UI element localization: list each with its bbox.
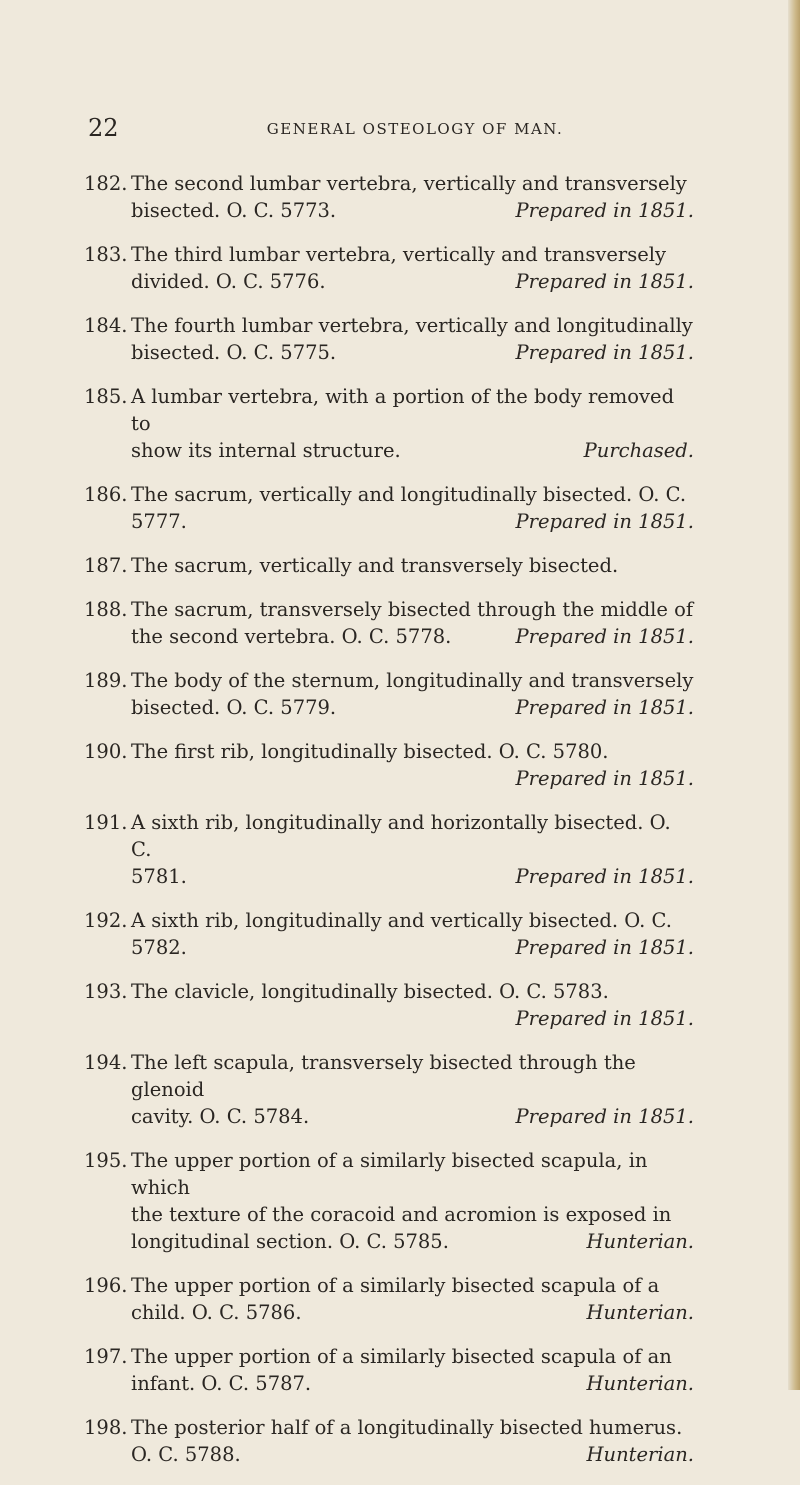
entry-source: Prepared in 1851. — [515, 865, 694, 888]
entry-number: 191. — [84, 811, 128, 834]
entry-source: Prepared in 1851. — [515, 696, 694, 719]
entry-description: The first rib, longitudinally bisected. O. C. 5780. — [131, 740, 609, 763]
entry-description: The second lumbar vertebra, vertically and transversely — [131, 172, 687, 195]
entry-description-cont: divided. O. C. 5776. — [131, 270, 326, 293]
entry-source: Hunterian. — [586, 1443, 694, 1466]
entry-source: Prepared in 1851. — [515, 936, 694, 959]
entry-source: Hunterian. — [586, 1301, 694, 1324]
entry-number: 194. — [84, 1051, 128, 1074]
entry-number: 189. — [84, 669, 128, 692]
catalogue-entry — [0, 978, 694, 1032]
entry-number: 197. — [84, 1345, 128, 1368]
entry-description: The third lumbar vertebra, vertically and transversely — [131, 243, 667, 266]
entry-source: Hunterian. — [586, 1230, 694, 1253]
running-head: GENERAL OSTEOLOGY OF MAN. — [266, 120, 564, 138]
catalogue-entry — [0, 1343, 694, 1397]
entry-description: The upper portion of a similarly bisected scapula of an — [131, 1345, 672, 1368]
entry-description: A sixth rib, longitudinally and vertically bisected. O. C. — [131, 909, 672, 932]
catalogue-entry — [0, 1049, 694, 1130]
catalogue-entry — [0, 1272, 694, 1326]
entry-description: The left scapula, transversely bisected through the glenoid — [131, 1051, 636, 1101]
entry-description-cont: cavity. O. C. 5784. — [131, 1105, 310, 1128]
entry-description: The clavicle, longitudinally bisected. O. C. 5783. — [131, 980, 609, 1003]
entry-description-cont: 5782. — [131, 936, 187, 959]
catalogue-entry — [0, 596, 694, 650]
catalogue-entry — [0, 1147, 694, 1255]
entry-number: 196. — [84, 1274, 128, 1297]
entry-source: Prepared in 1851. — [515, 270, 694, 293]
entry-number: 185. — [84, 385, 128, 408]
entry-source: Prepared in 1851. — [515, 1007, 694, 1030]
catalogue-entry — [0, 481, 694, 535]
entry-description-cont: longitudinal section. O. C. 5785. — [131, 1230, 449, 1253]
entry-description-cont: bisected. O. C. 5773. — [131, 199, 337, 222]
entry-source: Prepared in 1851. — [515, 625, 694, 648]
entry-description: The sacrum, vertically and transversely bisected. — [131, 554, 619, 577]
page-header — [0, 114, 800, 144]
entry-number: 195. — [84, 1149, 128, 1172]
entry-number: 182. — [84, 172, 128, 195]
entry-source: Prepared in 1851. — [515, 767, 694, 790]
entry-number: 186. — [84, 483, 128, 506]
catalogue-entry — [0, 241, 694, 295]
entry-description-cont: O. C. 5788. — [131, 1443, 241, 1466]
catalogue-entry — [0, 312, 694, 366]
entry-description-cont: 5777. — [131, 510, 187, 533]
catalogue-entry — [0, 383, 694, 464]
entry-description: The fourth lumbar vertebra, vertically and longitudinally — [131, 314, 693, 337]
entry-description-cont: show its internal structure. — [131, 439, 401, 462]
entry-source: Prepared in 1851. — [515, 341, 694, 364]
entry-number: 184. — [84, 314, 128, 337]
entry-description: The posterior half of a longitudinally bisected humerus. — [131, 1416, 683, 1439]
entry-description: The sacrum, vertically and longitudinally bisected. O. C. — [131, 483, 687, 506]
entry-source: Prepared in 1851. — [515, 510, 694, 533]
entry-number: 190. — [84, 740, 128, 763]
entry-source: Prepared in 1851. — [515, 1105, 694, 1128]
entry-description-mid: the texture of the coracoid and acromion is exposed in — [131, 1203, 672, 1226]
entry-description: A lumbar vertebra, with a portion of the body removed to — [131, 385, 675, 435]
entry-description-cont: 5781. — [131, 865, 187, 888]
entry-number: 187. — [84, 554, 128, 577]
entry-description-cont: the second vertebra. O. C. 5778. — [131, 625, 452, 648]
entry-number: 192. — [84, 909, 128, 932]
entry-number: 188. — [84, 598, 128, 621]
entry-number: 183. — [84, 243, 128, 266]
entry-number: 193. — [84, 980, 128, 1003]
page-number: 22 — [88, 114, 119, 142]
entry-description: The upper portion of a similarly bisected scapula, in which — [131, 1149, 648, 1199]
entry-description: A sixth rib, longitudinally and horizontally bisected. O. C. — [131, 811, 671, 861]
entry-description: The sacrum, transversely bisected through the middle of — [131, 598, 694, 621]
catalogue-entry — [0, 667, 694, 721]
catalogue-entry — [0, 1414, 694, 1468]
entry-description-cont: child. O. C. 5786. — [131, 1301, 302, 1324]
catalogue-entries — [0, 170, 800, 1485]
entry-number: 198. — [84, 1416, 128, 1439]
catalogue-entry — [0, 907, 694, 961]
catalogue-entry — [0, 170, 694, 224]
entry-source: Prepared in 1851. — [515, 199, 694, 222]
entry-source: Purchased. — [583, 439, 694, 462]
catalogue-entry — [0, 809, 694, 890]
entry-description-cont: infant. O. C. 5787. — [131, 1372, 312, 1395]
catalogue-entry — [0, 552, 694, 579]
entry-description-cont: bisected. O. C. 5779. — [131, 696, 337, 719]
catalogue-entry — [0, 738, 694, 792]
entry-description: The body of the sternum, longitudinally and transversely — [131, 669, 694, 692]
entry-source: Hunterian. — [586, 1372, 694, 1395]
entry-description-cont: bisected. O. C. 5775. — [131, 341, 337, 364]
entry-description: The upper portion of a similarly bisected scapula of a — [131, 1274, 660, 1297]
